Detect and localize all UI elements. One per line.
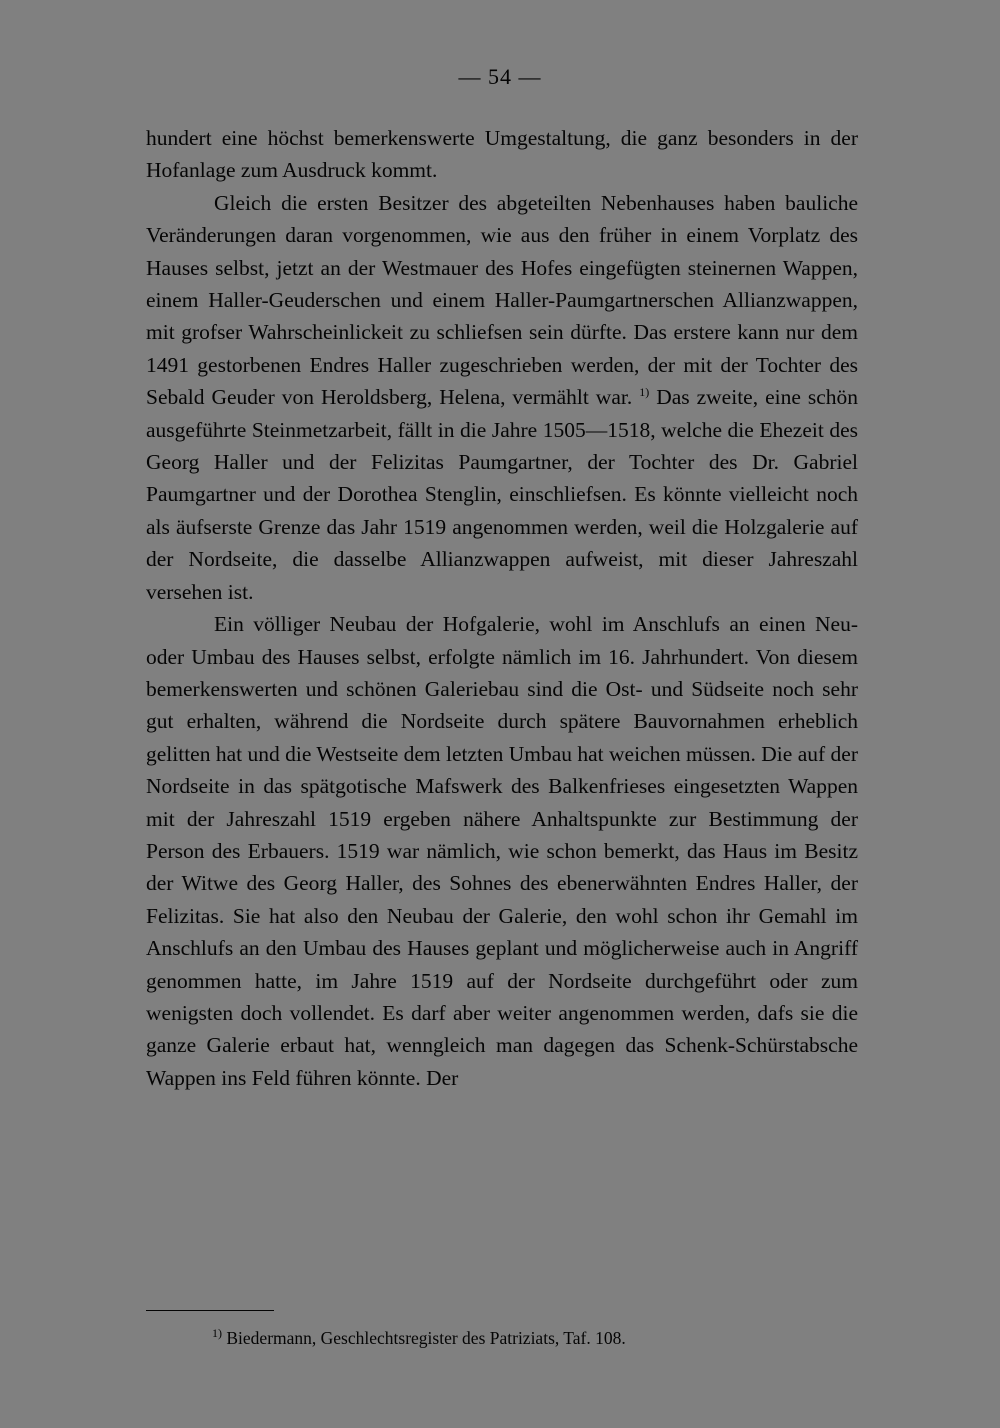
- paragraph-3: Ein völliger Neubau der Hofgalerie, wohl im Anschlufs an einen Neu- oder Umbau des Hauses selbst, erfolgte nämlich im 16. Jahrhundert. Von diesem bemerkenswerten und schönen Galeriebau sind die Ost- und Südseite noch sehr gut erhalten, während die Nordseite durch spätere Bauvornahmen erheblich gelitten hat und die Westseite dem letzten Umbau hat weichen müssen. Die auf der Nordseite in das spätgotische Mafswerk des Balkenfrieses eingesetzten Wappen mit der Jahreszahl 1519 ergeben nähere Anhaltspunkte zur Bestimmung der Person des Erbauers. 1519 war nämlich, wie schon bemerkt, das Haus im Besitz der Witwe des Georg Haller, des Sohnes des ebenerwähnten Endres Haller, der Felizitas. Sie hat also den Neubau der Galerie, den wohl schon ihr Gemahl im Anschlufs an den Umbau des Hauses geplant und möglicherweise auch in Angriff genommen hatte, im Jahre 1519 auf der Nordseite durchgeführt oder zum wenigsten doch vollendet. Es darf aber weiter angenommen werden, dafs sie die ganze Galerie erbaut hat, wenngleich man dagegen das Schenk-Schürstabsche Wappen ins Feld führen könnte. Der: [146, 612, 858, 1090]
- footnote-divider: [146, 1310, 274, 1311]
- footnote-reference: 1): [639, 385, 650, 400]
- paragraph-2-text-after-ref: Das zweite, eine schön ausgeführte Steinmetzarbeit, fällt in die Jahre 1505—1518, welche die Ehezeit des Georg Haller und der Felizitas Paumgartner, der Tochter des Dr. Gabriel Paumgartner und der Dorothea Stenglin, einschliefsen. Es könnte vielleicht noch als äufserste Grenze das Jahr 1519 angenommen werden, weil die Holzgalerie auf der Nordseite, die dasselbe Allianzwappen aufweist, mit dieser Jahreszahl versehen ist.: [146, 385, 859, 604]
- footnote: [212, 1326, 626, 1350]
- body-text: [146, 122, 858, 1094]
- paragraph-2-text-before-ref: Gleich die ersten Besitzer des abgeteilten Nebenhauses haben bauliche Veränderungen daran vorgenommen, wie aus den früher in einem Vorplatz des Hauses selbst, jetzt an der Westmauer des Hofes eingefügten steinernen Wappen, einem Haller-Geuderschen und einem Haller-Paumgartnerschen Allianzwappen, mit grofser Wahrscheinlickeit zu schliefsen sein dürfte. Das erstere kann nur dem 1491 gestorbenen Endres Haller zugeschrieben werden, der mit der Tochter des Sebald Geuder von Heroldsberg, Helena, vermählt war.: [146, 190, 858, 410]
- page-number: — 54 —: [458, 64, 542, 89]
- paragraph-1: hundert eine höchst bemerkenswerte Umgestaltung, die ganz besonders in der Hofanlage zum Ausdruck kommt.: [146, 126, 858, 183]
- footnote-marker: 1): [212, 1326, 222, 1341]
- paragraph-2: [146, 187, 858, 608]
- footnote-text: Biedermann, Geschlechtsregister des Patriziats, Taf. 108.: [226, 1328, 626, 1348]
